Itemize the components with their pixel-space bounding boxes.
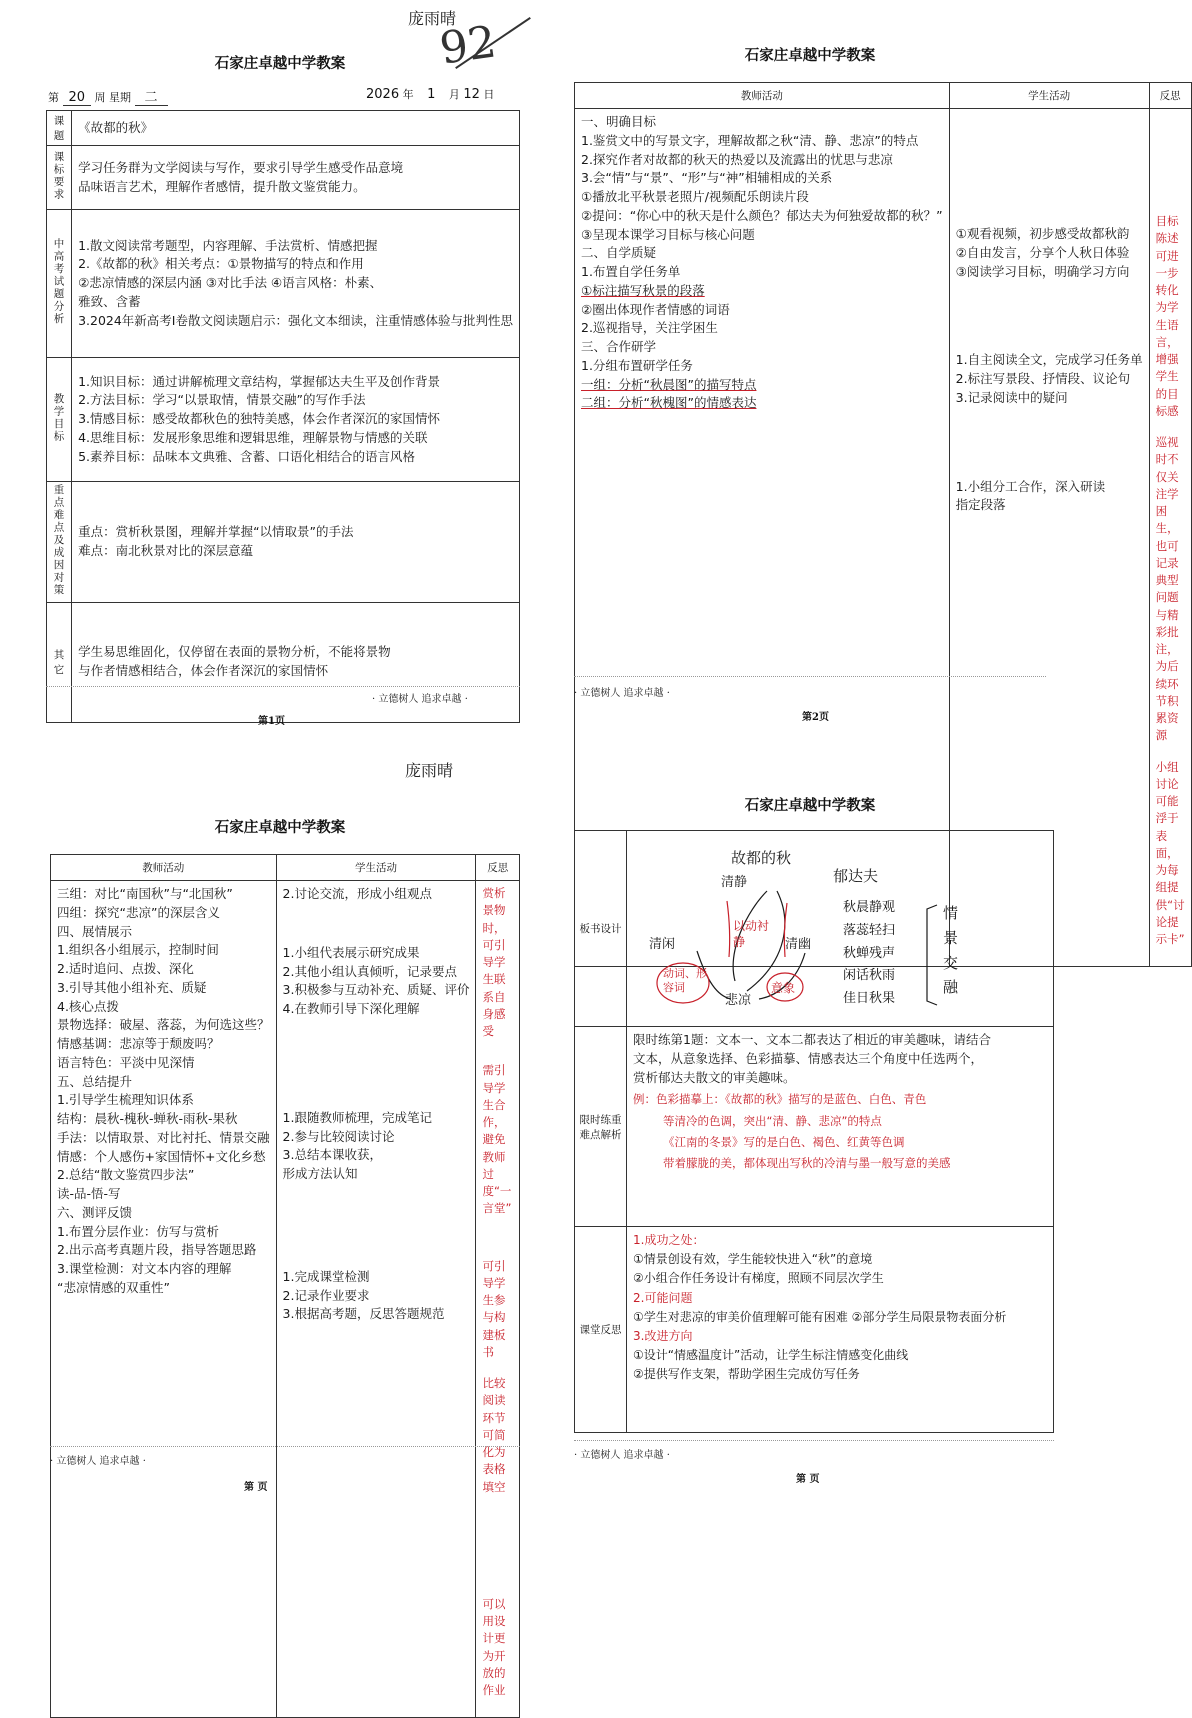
teacher-column (51, 881, 277, 1718)
row-line: 重点：赏析秋景图，理解并掌握“以情取景”的手法 (78, 524, 354, 539)
footer-motto: · 立德树人 追求卓越 · (574, 1450, 670, 1461)
row-content (72, 482, 520, 603)
board-arrows (627, 831, 1053, 1025)
board-scene-item: 佳日秋果 (843, 991, 896, 1006)
reflect-line: 需引导学生合作，避免教师过度“一言堂” (482, 1063, 512, 1216)
row-line: 学习任务群为文学阅读与写作，要求引导学生感受作品意境 (78, 159, 404, 175)
header-reflect: 反思 (476, 855, 520, 881)
row-label (47, 111, 72, 146)
student-line: 2.其他小组认真倾听，记录要点 (282, 963, 457, 979)
reflect-line: 赏析景物时，可引导学生联系自身感受 (482, 886, 506, 1038)
week-label: 第 (48, 91, 59, 104)
page-number: 第2页 (802, 712, 829, 723)
row-label-text: 教学目标 (52, 393, 65, 443)
teacher-line: 景物选择：破屋、落蕊，为何选这些？ (57, 1017, 270, 1033)
drill-line: 限时练第1题：文本一、文本二都表达了相近的审美趣味，请结合 (633, 1032, 991, 1047)
school-title: 石家庄卓越中学教案 (744, 797, 876, 814)
teacher-line: 1.鉴赏文中的写景文字，理解故都之秋“清、静、悲凉”的特点 (581, 132, 919, 148)
grade-mark: 92 (436, 16, 500, 75)
reflection-line: ①设计“情感温度计”活动，让学生标注情感变化曲线 (633, 1348, 909, 1363)
dotted-divider (50, 1446, 520, 1447)
info-row (47, 111, 520, 146)
row-content (72, 358, 520, 482)
day-unit: 日 (483, 88, 495, 101)
reflect-line: 可引导学生参与构建板书 (482, 1258, 506, 1359)
teacher-line: 2.出示高考真题片段，指导答题思路 (57, 1242, 257, 1258)
date-group (366, 86, 494, 102)
teacher-line: 1.布置自学任务单 (581, 264, 681, 279)
reflection-line: 1.成功之处： (633, 1233, 705, 1247)
student-line: 1.小组代表展示研究成果 (282, 944, 420, 960)
row-label-text: 课题 (53, 115, 65, 142)
reflect-line: 比较阅读环节可简化为表格填空 (482, 1376, 506, 1494)
lesson-plan-page-3 (0, 756, 540, 1697)
reflect-line: 可以用设计更为开放的作业 (482, 1596, 506, 1697)
row-line: 与作者情感相结合，体会作者深沉的家国情怀 (78, 663, 329, 678)
teacher-line: 六、测评反馈 (57, 1204, 133, 1220)
reflection-line: ①学生对悲凉的审美价值理解可能有困难 ②部分学生局限景物表面分析 (633, 1309, 1007, 1324)
page-number: 第1页 (258, 716, 285, 727)
reflect-column (1149, 109, 1191, 967)
teacher-line: 2.巡视指导，关注学困生 (581, 320, 718, 336)
year-unit: 年 (402, 88, 414, 101)
row-line: 1.知识目标：通过讲解梳理文章结构，掌握郁达夫生平及创作背景 (78, 373, 440, 389)
teacher-line: 2.总结“散文鉴赏四步法” (57, 1167, 195, 1183)
student-line: 2.参与比较阅读讨论 (282, 1128, 395, 1144)
teacher-line: 情感基调：悲凉等于颓废吗？ (57, 1036, 220, 1051)
drill-example-line: 例：色彩描摹上：《故都的秋》描写的是蓝色、白色、青色 (633, 1092, 927, 1107)
board-author: 郁达夫 (833, 867, 879, 885)
board-canvas (627, 831, 1053, 1025)
row-line: 难点：南北秋景对比的深层意蕴 (78, 542, 254, 558)
row-line: 3.情感目标：感受故都秋色的独特美感，体会作者深沉的家国情怀 (78, 411, 440, 427)
reflection-line: 3.改进方向 (633, 1328, 693, 1343)
row-label (47, 146, 72, 210)
lesson-plan-page-1 (0, 0, 540, 755)
weekday-value: 二 (135, 90, 168, 106)
row-content (72, 146, 520, 210)
board-inner-left: 动词、形容词 (663, 967, 707, 995)
classroom-reflection (627, 1227, 1054, 1433)
board-scene-item: 秋蝉残声 (843, 945, 896, 961)
teacher-line: 二组：分析“秋槐图”的情感表达 (581, 395, 757, 411)
board-left-word: 清闲 (649, 937, 676, 952)
info-row (47, 210, 520, 358)
teacher-line: 结构：晨秋-槐秋-蝉秋-雨秋-果秋 (57, 1111, 238, 1126)
student-line: 3.积极参与互动补充、质疑、评价 (282, 982, 470, 998)
school-title: 石家庄卓越中学教案 (744, 47, 876, 64)
student-line: 3.记录阅读中的疑问 (955, 389, 1068, 405)
board-scene-item: 秋晨静观 (843, 900, 896, 915)
date-day: 12 (463, 87, 480, 102)
teacher-line: 三、合作研学 (581, 339, 657, 354)
student-line: 3.根据高考题，反思答题规范 (282, 1306, 445, 1322)
teacher-line: 3.会“情”与“景”、“形”与“神”相辅相成的关系 (581, 170, 833, 186)
week-date-line (48, 86, 518, 106)
teacher-line: 1.布置分层作业：仿写与赏析 (57, 1223, 219, 1239)
student-line: ①观看视频，初步感受故都秋韵 (955, 226, 1130, 241)
row-label-text: 课标要求 (52, 151, 65, 201)
row-line: 2.《故都的秋》相关考点：①景物描写的特点和作用 (78, 256, 364, 272)
header-teacher: 教师活动 (51, 855, 277, 881)
board-side-chars: 情景交融 (943, 904, 959, 997)
row-line: 5.素养目标：品味本文典雅、含蓄、口语化相结合的语言风格 (78, 448, 415, 464)
reflect-line: 小组讨论可能浮于表面，为每组提供“讨论提示卡” (1155, 759, 1185, 946)
drill-example-line: 《江南的冬景》写的是白色、褐色、红黄等色调 (663, 1134, 905, 1149)
student-line: 2.标注写景段、抒情段、议论句 (955, 371, 1131, 386)
teacher-line: 一组：分析“秋晨图”的描写特点 (581, 376, 757, 392)
row-label (47, 602, 72, 722)
teacher-line: ③呈现本课学习目标与核心问题 (581, 226, 755, 242)
week-value: 20 (63, 90, 92, 106)
board-scene-list (843, 897, 895, 1011)
row-line: 1.散文阅读常考题型，内容理解、手法赏析、情感把握 (78, 237, 378, 253)
reflection-line: 2.可能问题 (633, 1290, 693, 1305)
reflect-label: 课堂反思 (575, 1227, 627, 1433)
drill-analysis (627, 1027, 1054, 1227)
student-column (276, 881, 476, 1718)
student-line: 2.讨论交流，形成小组观点 (282, 886, 432, 901)
lesson-plan-page-4 (540, 756, 1080, 1511)
header-student: 学生活动 (949, 83, 1149, 109)
footer-motto: · 立德树人 追求卓越 · (574, 688, 670, 699)
teacher-line: 1.组织各小组展示，控制时间 (57, 942, 219, 958)
student-line: 形成方法认知 (282, 1166, 358, 1181)
row-label-text: 重点难点及成因对策 (52, 484, 65, 597)
info-row (47, 146, 520, 210)
signature: 庞雨晴 (408, 9, 457, 28)
board-inner-top: 以动衬静 (733, 919, 770, 949)
student-line: 1.小组分工合作，深入研读 (955, 478, 1106, 494)
board-title: 故都的秋 (731, 849, 792, 867)
row-line: 雅致、含蓄 (78, 293, 141, 309)
reflect-column (476, 881, 520, 1718)
student-line: ②自由发言，分享个人秋日体验 (955, 244, 1130, 260)
header-reflect: 反思 (1149, 83, 1191, 109)
info-row (47, 482, 520, 603)
drill-line: 赏析郁达夫散文的审美趣味。 (633, 1069, 796, 1085)
week-unit: 周 星期 (94, 91, 132, 104)
student-line: 1.自主阅读全文，完成学习任务单 (955, 352, 1143, 368)
footer-motto: · 立德树人 追求卓越 · (50, 1456, 146, 1467)
page-number: 第 页 (244, 1482, 268, 1493)
student-line: 2.记录作业要求 (282, 1287, 370, 1303)
student-line: 指定段落 (955, 497, 1006, 513)
drill-example-line: 带着朦胧的美，都体现出写秋的冷清与墨一般写意的美感 (663, 1156, 951, 1170)
teacher-line: 3.课堂检测：对文本内容的理解 (57, 1261, 232, 1276)
board-inner-right: 意象 (771, 981, 796, 995)
row-label-text: 中高考试题分析 (52, 238, 65, 326)
reflection-table (574, 830, 1054, 1433)
row-label (47, 358, 72, 482)
board-scene-item: 落蕊轻扫 (843, 922, 896, 938)
teacher-line: 四、展情展示 (57, 923, 133, 939)
row-label (47, 482, 72, 603)
teacher-line: ①标注描写秋景的段落 (581, 282, 705, 298)
board-top-word: 清静 (721, 875, 748, 890)
row-line: ②悲凉情感的深层内涵 ③对比手法 ④语言风格：朴素、 (78, 275, 383, 291)
row-content (72, 111, 520, 146)
footer-motto: · 立德树人 追求卓越 · (372, 694, 468, 705)
student-line: 1.跟随教师梳理，完成笔记 (282, 1109, 432, 1125)
teacher-line: 语言特色：平淡中见深情 (57, 1054, 195, 1070)
school-title: 石家庄卓越中学教案 (214, 819, 346, 836)
reflection-line: ②提供写作支架，帮助学困生完成仿写任务 (633, 1367, 860, 1382)
row-line: 4.思维目标：发展形象思维和逻辑思维，理解景物与情感的关联 (78, 429, 428, 445)
board-right-word: 清幽 (785, 937, 812, 952)
info-row (47, 358, 520, 482)
reflection-line: ①情景创设有效，学生能较快进入“秋”的意境 (633, 1252, 873, 1267)
reflect-line: 目标陈述可进一步转化为学生语言，增强学生的目标感 (1155, 214, 1179, 418)
row-line: 《故都的秋》 (78, 119, 154, 135)
drill-line: 文本，从意象选择、色彩描摹、情感表达三个角度中任选两个， (633, 1050, 984, 1066)
lesson-info-table (46, 110, 520, 723)
school-title: 石家庄卓越中学教案 (214, 55, 346, 72)
board-center-word: 悲凉 (725, 993, 752, 1008)
row-line: 学生易思维固化，仅停留在表面的景物分析，不能将景物 (78, 644, 391, 660)
dotted-divider (574, 1440, 1054, 1441)
teacher-line: “悲凉情感的双重性” (57, 1279, 170, 1295)
date-month: 1 (427, 87, 436, 102)
signature: 庞雨晴 (405, 761, 454, 780)
teacher-line: 一、明确目标 (581, 114, 657, 129)
student-line: 4.在教师引导下深化理解 (282, 1001, 420, 1016)
board-label: 板书设计 (575, 831, 627, 1027)
reflection-line: ②小组合作任务设计有梯度，照顾不同层次学生 (633, 1271, 884, 1286)
row-content (72, 210, 520, 358)
header-student: 学生活动 (276, 855, 476, 881)
dotted-divider (574, 676, 1046, 677)
teacher-line: ②圈出体现作者情感的词语 (581, 301, 730, 317)
row-label-text: 其它 (53, 649, 65, 676)
row-line: 品味语言艺术，理解作者感情，提升散文鉴赏能力。 (78, 178, 366, 194)
page-number: 第 页 (796, 1474, 820, 1485)
teacher-line: 4.核心点拨 (57, 998, 119, 1014)
teacher-line: 情感：个人感伤+家国情怀+文化乡愁 (57, 1148, 266, 1164)
student-line: 3.总结本课收获， (282, 1147, 382, 1163)
teacher-line: 3.引导其他小组补充、质疑 (57, 979, 207, 995)
row-line: 2.方法目标：学习“以景取情，情景交融”的写作手法 (78, 392, 366, 408)
board-scene-item: 闲话秋雨 (843, 968, 896, 984)
reflect-line: 巡视时不仅关注学困生，也可记录典型问题与精彩批注，为后续环节积累资源 (1155, 435, 1179, 743)
teacher-line: 二、自学质疑 (581, 245, 657, 261)
teacher-line: 三组：对比“南国秋”与“北国秋” (57, 886, 233, 901)
teacher-line: ①播放北平秋景老照片/视频配乐朗读片段 (581, 189, 809, 204)
teacher-line: 2.适时追问、点拨、深化 (57, 961, 194, 976)
activity-table (50, 854, 520, 1718)
row-line: 3.2024年新高考I卷散文阅读题启示：强化文本细读，注重情感体验与批判性思 (78, 312, 513, 328)
header-teacher: 教师活动 (575, 83, 950, 109)
dotted-divider (46, 686, 520, 687)
month-unit: 月 (448, 88, 460, 101)
teacher-line: 1.分组布置研学任务 (581, 357, 693, 373)
teacher-line: 2.探究作者对故都的秋天的热爱以及流露出的忧思与悲凉 (581, 151, 893, 167)
teacher-line: 五、总结提升 (57, 1073, 133, 1089)
teacher-line: 读-品-悟-写 (57, 1186, 121, 1201)
drill-label: 限时练重难点解析 (575, 1027, 627, 1227)
board-design (627, 831, 1054, 1027)
student-line: 1.完成课堂检测 (282, 1268, 370, 1284)
student-line: ③阅读学习目标，明确学习方向 (955, 263, 1130, 279)
teacher-line: ②提问：“你心中的秋天是什么颜色？郁达夫为何独爱故都的秋？” (581, 207, 943, 223)
teacher-line: 手法：以情取景、对比衬托、情景交融 (57, 1129, 270, 1145)
date-year: 2026 (366, 87, 400, 102)
drill-example-line: 等清冷的色调，突出“清、静、悲凉”的特点 (663, 1113, 882, 1128)
teacher-line: 1.引导学生梳理知识体系 (57, 1092, 194, 1108)
teacher-line: 四组：探究“悲凉”的深层含义 (57, 904, 220, 920)
row-label (47, 210, 72, 358)
